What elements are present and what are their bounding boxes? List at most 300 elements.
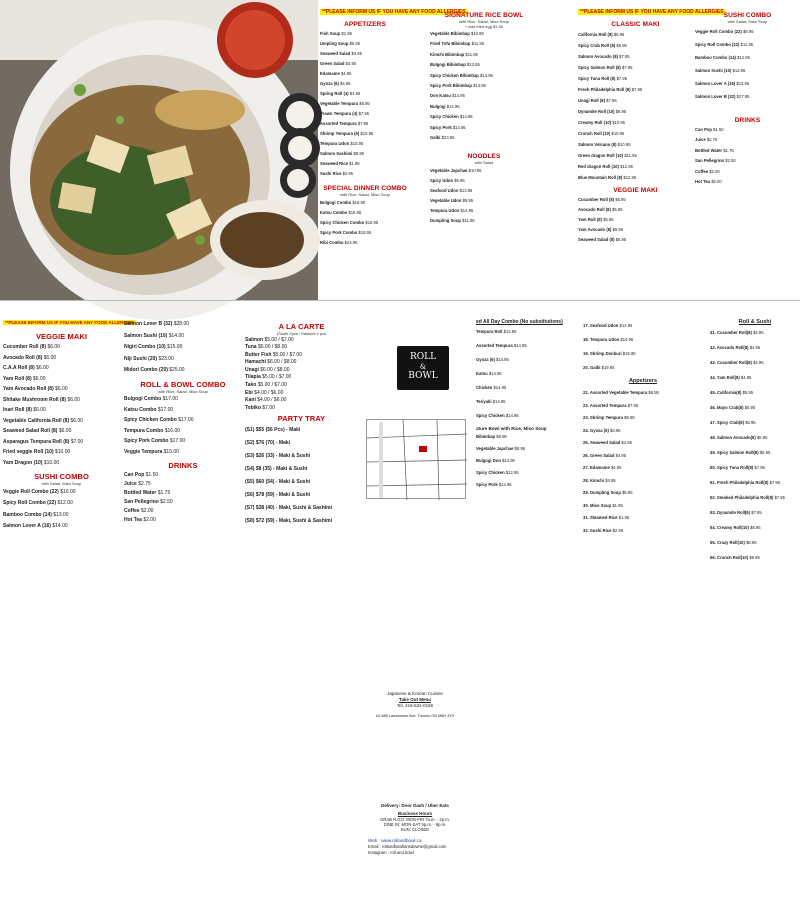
b-veggie-maki-list [3,342,120,468]
menu-item-price: $16.95 [348,209,362,215]
menu-item-price: $1.50 [145,472,159,478]
menu-item [583,450,703,463]
menu-item [583,387,703,400]
menu-item-name: Hot Tea [124,517,142,523]
menu-item [124,447,242,458]
roll-bowl-title: ROLL & BOWL COMBO [140,379,226,389]
menu-item-name: Spicy Roll Combo (22) [695,41,740,47]
menu-item [695,51,800,64]
food-photo [0,0,318,300]
menu-item-name: 17. Seafood Udon [583,323,619,328]
menu-item [320,49,410,59]
instagram-handle[interactable]: Instagram : roll.and.bowl [368,850,414,855]
menu-item-name: 50. Spicy Tuna Roll(8) [710,465,754,470]
menu-item-name: Salmon Lover A (16) [695,80,736,86]
menu-item [710,415,800,430]
phone-number: Tel. 416-531-0166 [396,703,434,708]
menu-item-name: Yam Roll (8) [578,217,602,222]
menu-item [710,535,800,550]
menu-item-name: 52. Smoked Philadelphia Roll(8) [710,495,774,500]
menu-item [430,81,538,91]
menu-item [3,521,120,533]
menu-item-price: $7.95 [769,480,781,485]
menu-item-name: Dynamite Roll (10) [578,109,615,114]
menu-item-name: 19. Shrimp Donburi [583,351,622,356]
menu-item [124,415,242,426]
menu-item-name: Prawn Tempura (4) [320,111,358,116]
menu-item [320,129,410,139]
menu-item [695,177,800,188]
menu-item-price: $28.00 [173,321,190,327]
menu-item [578,150,693,161]
b-combo-list [124,319,242,377]
menu-item-name: Salmon Avocado (8) [578,54,618,59]
menu-item-price: $8.95 [749,555,760,560]
menu-item-price: $16.00 [164,427,181,434]
hours-sunday: SUN: CLOSED [400,827,430,832]
signature-bowl-list [476,431,578,491]
menu-item [710,355,800,370]
menu-item-name: Niji Sushi (20) [124,355,158,362]
menu-item-name: 55. Crazy Roll(10) [710,540,745,545]
menu-item-name: (S1) $55 (56 Pcs) - Maki [245,427,301,434]
veggie-maki-title: VEGGIE MAKI [613,187,658,194]
special-combo-title: SPECIAL DINNER COMBO [323,185,407,192]
menu-item-price: $2.75 [706,137,718,142]
menu-item-price: $7.95 [357,121,369,126]
menu-item [320,139,410,149]
classic-maki-title: CLASSIC MAKI [611,21,660,28]
menu-item-name: 46. Mayo Crab(8) [710,405,744,410]
menu-item-price: $2.00 [709,168,720,174]
menu-item-price: $4.95 [740,375,752,380]
drinks-list [695,125,800,188]
menu-item [583,361,703,375]
menu-item-name: Spicy Pork Combo [124,438,169,444]
menu-item [320,218,410,228]
menu-item [578,205,693,215]
menu-item-name: Teriyaki [476,399,492,404]
menu-item-price: $14.00 [168,332,185,339]
menu-item-name: Butter Fish [245,351,272,358]
menu-item [430,39,538,49]
sushi-combo-list [695,25,800,103]
menu-item-price: $2.00 [143,517,156,523]
menu-item [3,426,120,437]
menu-item [3,458,120,469]
noodles-subtitle: with Salad [474,160,494,166]
menu-item [710,445,800,460]
menu-item-price: $14.95 [513,343,527,348]
rice-bowl-title: SIGNATURE RICE BOWL [444,12,524,19]
menu-item-price: $10.95 [611,131,625,136]
menu-item-price: $11.95 [462,217,475,223]
menu-item [578,29,693,40]
menu-item-name: Vegetable Udon [430,197,462,203]
menu-item-price: $19.95 [601,365,615,370]
menu-item-price: $14.95 [452,93,465,99]
menu-item-name: Bulgogi Bibimbap [430,62,466,68]
menu-item-price: $17.00 [162,396,178,402]
menu-item [245,489,358,502]
menu-item-price: $5.95 [603,217,614,222]
menu-item-price: $9.95 [462,197,474,203]
menu-item-price: $17.00 [169,438,186,444]
menu-item-name: Juice [695,137,706,142]
menu-item-name: 28. Kimchi [583,477,604,483]
menu-item-name: 23. Assorted Tempura [583,402,627,408]
menu-item-price: $10.95 [617,142,631,147]
menu-item-price: $5.00 / $7.00 [272,351,302,358]
menu-item-name: 27. Edamame [583,465,610,470]
menu-item-name: Seaweed Salad Roll (8) [3,428,58,434]
menu-item-price: $7.95 [358,111,370,116]
menu-item [320,228,410,238]
menu-item-name: Bamboo Combo (14) [3,511,52,518]
menu-item-price: $14.95 [460,207,474,213]
menu-item-name: Salmon Volcano (8) [578,142,617,147]
menu-item-price: $14.95 [493,385,507,390]
menu-item-price: $6.00 [36,365,49,371]
menu-item-name: Salmon Sushi (10) [695,67,732,73]
special-combo-list [320,198,410,248]
menu-item-name: Hot Tea [695,179,711,184]
menu-item-price: $12.00 [57,500,73,506]
menu-item-price: $13.95 [736,80,750,86]
menu-item [430,91,538,101]
menu-item-name: 56. Crunch Roll(10) [710,555,749,560]
menu-item [320,69,410,79]
menu-item-price: $13.95 [503,329,517,334]
menu-item-price: $10.95 [350,141,364,146]
menu-item-name: Sushi Rice [320,171,342,176]
menu-item-name: Seaweed Salad [320,51,351,56]
menu-item-price: $2.00 [140,508,154,514]
b-sushi-combo-list [3,487,120,533]
menu-item-price: $13.95 [732,67,746,73]
a-la-carte-list [245,337,358,413]
menu-item-price: $1.75 [723,147,734,153]
menu-item-name: Seafood Udon [430,187,459,193]
menu-item-name: Kimchi Bibimbap [430,51,465,57]
menu-item-price: $9.95 [353,151,365,156]
menu-item-price: $10.95 [468,167,482,173]
menu-item-name: Tempura Combo [124,427,164,434]
menu-item [124,507,242,516]
menu-item [710,400,800,415]
menu-item-price: $2.50 [725,158,736,163]
menu-item-name: Salmon Lover B (32) [695,93,736,99]
menu-item [695,25,800,38]
menu-item-name: Cucumber Roll (8) [3,344,47,350]
menu-item-name: Spicy Tuna Roll (8) [578,76,616,81]
menu-item-name: 18. Tempura Udon [583,337,620,342]
menu-item [320,29,410,39]
menu-item-name: Vegetable Tempura [320,101,359,106]
menu-item-price: $12.95 [620,164,633,169]
email-address[interactable]: Email : rollandbowllansdowne@gmail.com [368,844,447,849]
noodles-list [430,166,538,226]
menu-item-price: $5.95 [615,197,626,202]
menu-item-price: $25.00 [169,367,185,373]
allergy-warning: **PLEASE INFORM US IF YOU HAVE ANY FOOD ALLERGIES [5,320,135,325]
menu-item [583,333,703,347]
menu-item-price: $10.95 [612,120,626,125]
menu-item [245,374,358,382]
roll-sushi-title: Roll & Sushi [738,319,772,325]
menu-item-price: $1.95 [349,161,360,166]
menu-item-price: $6.00 [70,417,84,424]
menu-item-name: 47. Spicy Crab(8) [710,420,744,425]
menu-item [3,363,120,374]
menu-item-name: Bamboo Combo (14) [695,54,736,60]
menu-item-name: Avocado Roll (8) [578,207,611,212]
b-sushi-combo-title: SUSHI COMBO [34,472,89,481]
sushi-combo-title: SUSHI COMBO [723,12,772,19]
menu-item [578,195,693,205]
roll-sushi-list [710,325,800,565]
hours-grab-n-go: GRAB N GO: MON-FRI 7a.m. - 2p.m. [380,817,450,822]
menu-item-name: Tempura Udon [320,141,350,146]
roll-bowl-list [124,394,242,457]
menu-item [578,225,693,235]
menu-item-price: $6.00 [43,354,57,361]
menu-item-name: Spicy Chicken [476,470,505,475]
menu-item [3,447,120,458]
menu-item-name: Bottled Water [695,147,723,153]
menu-item [430,216,538,226]
roll-sushi-column [710,319,800,601]
menu-item [476,339,578,353]
menu-item-price: $14.95 [452,124,466,130]
menu-item-price: $4.95 [351,51,362,56]
menu-item-name: Crunch Roll (10) [578,131,611,136]
allergy-warning: **PLEASE INFORM US IF YOU HAVE ANY FOOD ALLERGIES [322,9,466,15]
menu-item-price: $5.95 [756,435,768,440]
all-day-combo-title: ed All Day Combo (No substitutions) [476,319,563,325]
menu-item-name: 30. Miso Soup [583,502,612,508]
menu-item-name: Assorted Tempura [476,343,513,348]
menu-item [583,525,703,538]
menu-item-price: $1.95 [618,515,630,520]
menu-item [476,467,578,479]
menu-item [124,342,242,354]
menu-item-price: $6.00 / $8.00 [260,366,290,373]
menu-item [430,29,538,39]
menu-item [320,159,410,169]
menu-item-name: 25. Seaweed Salad [583,440,621,445]
menu-item-name: Ebi [245,389,253,396]
menu-item-name: (S5) $60 (54) - Maki & Sushi [245,479,311,486]
all-day-combo-column [476,319,578,601]
menu-item-name: 29. Dumpling Soup [583,490,621,495]
menu-item [476,455,578,467]
menu-item-price: $8.95 [514,446,526,451]
menu-item-price: $7.95 [774,495,785,500]
cuisine-label: Japanese & Korean Cuisine [387,691,443,696]
menu-item-name: Coffee [124,508,140,514]
menu-item [3,510,120,522]
menu-item [583,462,703,475]
menu-item [476,479,578,491]
menu-item-name: Galbi [430,135,441,141]
menu-item-price: $14.95 [488,371,502,376]
menu-item-price: $6.00 [58,428,72,434]
menu-item-price: $6.00 [47,344,60,350]
menu-item [583,347,703,361]
menu-item [3,487,120,499]
party-tray-list [245,424,358,528]
appetizers-numbered-title: Appetizers [628,378,658,384]
menu-item-price: $10.00 [60,488,76,495]
menu-item [245,397,358,405]
menu-item-name: C.A.A Roll (8) [3,365,35,371]
menu-item [578,117,693,128]
menu-item [124,489,242,498]
menu-item-price: $6.95 [648,390,659,395]
menu-item-price: $11.95 [471,41,485,47]
menu-item-name: 51. Fresh Philadelphia Roll(8) [710,480,769,485]
menu-item [476,325,578,339]
menu-item-price: $4.95 [340,71,352,76]
menu-item-price: $7.95 [751,510,762,515]
menu-item-name: 43. Cucumber Roll(8) [710,360,752,365]
menu-item-price: $9.95 [742,28,754,34]
menu-item-price: $6.00 [67,396,80,403]
menu-item [583,500,703,513]
top-menu-panel [0,0,800,300]
menu-item-price: $1.50 [713,126,724,132]
menu-item [245,515,358,528]
delivery-info: Delivery: Door Dash / Uber Eats [381,803,449,808]
menu-item-price: $8.95 [750,525,761,530]
menu-item-price: $4.95 [340,81,351,86]
menu-item [578,235,693,245]
menu-item [124,354,242,366]
menu-item-name: 22. Assorted Vegetable Tempura [583,390,648,395]
menu-item-price: $17.00 [157,406,174,413]
menu-item-name: Vegetable California Roll (8) [3,417,70,424]
menu-item-name: Spicy Chicken [430,114,459,120]
menu-item [710,370,800,385]
website-link[interactable]: Web : www.rollandbowl.ca [368,838,422,843]
menu-item-name: Nigiri Combo (10) [124,344,166,350]
menu-item-price: $4.95 [345,61,357,66]
menu-item [710,325,800,340]
menu-item-name: Vegetable Japchae [430,167,468,173]
b-veggie-maki-title: VEGGIE MAKI [35,332,88,341]
menu-item-name: Creamy Roll (10) [578,120,612,125]
menu-item [578,139,693,150]
menu-item [710,430,800,445]
menu-item-price: $5.95 [612,207,623,212]
menu-item-price: $7.00 [70,438,84,445]
menu-item [578,62,693,73]
menu-item-name: Shitake Mushroom Roll (8) [3,396,67,403]
menu-item-name: Vegetable Bibimbap [430,31,470,36]
menu-item-price: $5.95 [349,41,361,46]
menu-item-name: Gyoza (6) [320,81,339,86]
menu-item-name: Fish Soup [320,31,341,36]
menu-item-name: Vegetable Japchae [476,446,514,451]
menu-item [583,437,703,450]
menu-item-price: $5.95 [744,405,756,410]
menu-item-name: Spicy Pork Combo [320,229,358,235]
menu-item-name: Spicy Chicken Combo [124,417,177,423]
menu-item-name: (S6) $78 (59) - Maki & Sushi [245,492,311,499]
menu-item-name: Spicy Chicken Bibimbap [430,72,479,78]
menu-item-name: (S4) $8 (35) - Maki & Sushi [245,466,308,473]
menu-item [695,146,800,157]
menu-item-price: $9.95 [615,109,627,114]
menu-item-price: $5.00 / $7.00 [257,382,287,389]
appetizers-title: APPETIZERS [344,21,386,28]
menu-item-price: $5.95 [612,227,624,232]
menu-item-price: $10.00 [43,459,60,466]
noodles-title: NOODLES [467,153,501,161]
menu-item-name: Blue Mountain Roll (8) [578,175,623,180]
udon-list [583,319,703,375]
menu-item-name: Cucumber Roll (8) [578,197,615,202]
rice-bowl-subtitle: with Rice, Salad, Miso Soup [459,19,509,24]
menu-item [124,471,242,480]
menu-item [320,238,410,248]
drinks-title: DRINKS [734,116,761,124]
menu-item [578,40,693,51]
menu-item-name: Tuna [245,344,257,351]
menu-item-name: Shrimp Tempura (6) [320,131,360,136]
menu-item [583,319,703,333]
sushi-combo-column [695,0,800,300]
menu-item-name: Bottled Water [124,490,157,496]
menu-item-price: $23.95 [441,135,455,141]
menu-item-price: $7.95 [754,465,765,470]
menu-item-name: Veggie Roll Combo (22) [3,488,59,495]
menu-item [430,133,538,143]
menu-item-price: $14.95 [446,103,460,109]
menu-item [476,395,578,409]
menu-item-name: Seaweed Rice [320,161,348,166]
menu-item-name: Tobiko [245,404,262,411]
menu-item [124,405,242,416]
signature-bowl-title: ature Bowl with Rice, Miso Soup [476,426,547,431]
menu-item-price: $4.95 [610,465,622,470]
bottom-menu-panel [0,300,800,855]
menu-item-name: Spring Roll (4) [320,91,349,96]
menu-item [430,102,538,112]
menu-item-name: Ribi Combo [320,239,344,245]
menu-item-price: $5.95 [615,237,627,242]
menu-item-price: $4.00 / $6.00 [254,389,284,396]
menu-item [710,475,800,490]
menu-item [3,437,120,448]
menu-item [320,119,410,129]
menu-item-name: Inari Roll (8) [3,407,32,413]
menu-item-name: Salmon Sushi (10) [124,332,168,339]
menu-item-name: Bibimbap [476,434,496,439]
menu-item-price: $12.95 [737,54,750,60]
menu-item-name: 41. Cucumber Roll(8) [710,330,752,335]
menu-item-name: (S7) $38 (40) - Maki, Sushi & Sashimi [245,505,332,512]
menu-item [583,425,703,438]
menu-item-price: $11.95 [465,51,478,57]
menu-item-price: $10.95 [470,31,484,36]
menu-item-name: Green dragon Roll (10) [578,153,624,158]
menu-item-name: Spicy Pork [476,482,498,487]
menu-item-price: $13.00 [53,511,69,518]
hours-dine-in: DINE IN: MON-SAT 5p.m. - 9p.m. [383,822,447,827]
menu-item-price: $17.00 [178,417,194,423]
